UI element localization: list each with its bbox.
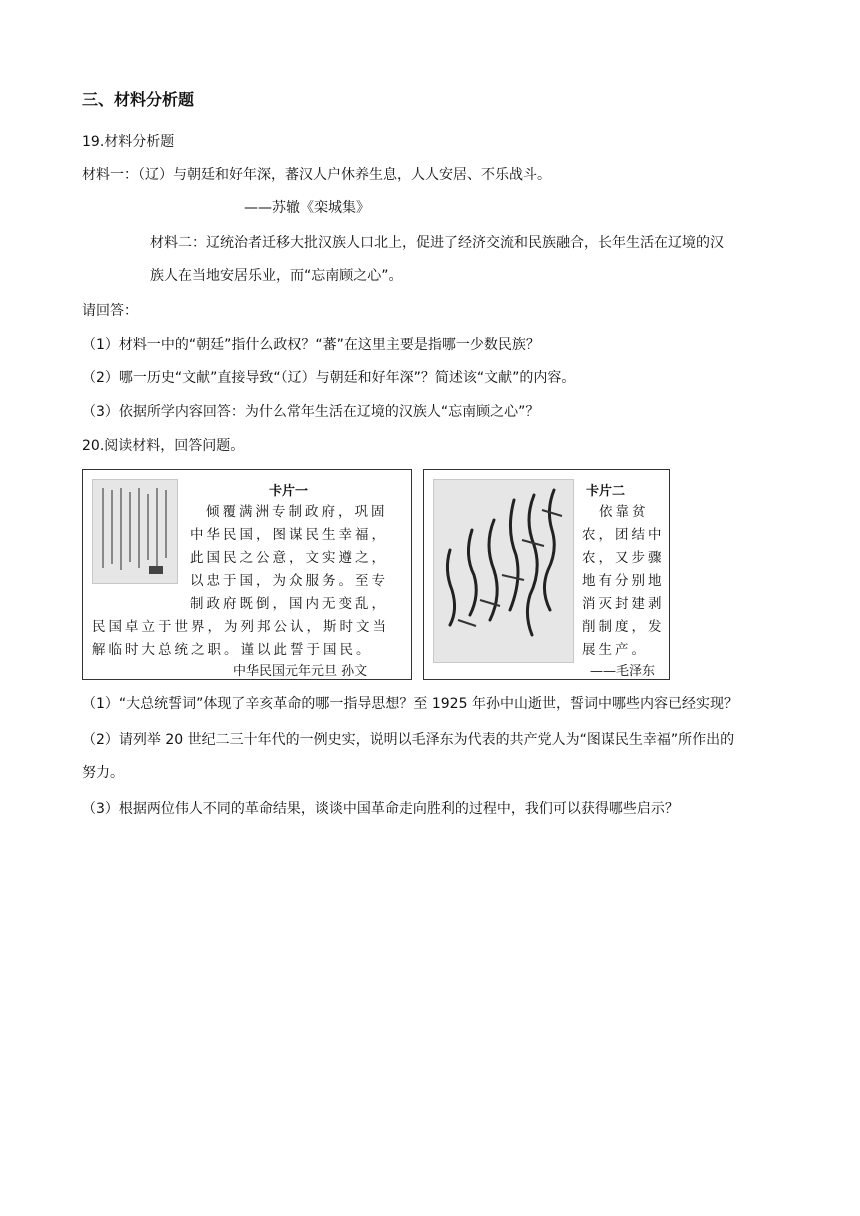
card-two-line-3: 农，又步骤 <box>582 550 665 566</box>
card-two <box>423 469 670 680</box>
card-two-line-7: 展生产。 <box>582 642 648 658</box>
material-one-source: ——苏辙《栾城集》 <box>244 200 370 216</box>
q20-sub-question-1: （1）“大总统誓词”体现了辛亥革命的哪一指导思想？至 1925 年孙中山逝世，誓词中哪些内容已经实现？ <box>82 696 738 712</box>
card-one-title: 卡片一 <box>269 484 309 499</box>
q19-sub-question-1: （1）材料一中的“朝廷”指什么政权？“蕃”在这里主要是指哪一少数民族？ <box>82 337 540 353</box>
card-one-line-6: 民国卓立于世界，为列邦公认，斯时文当 <box>92 619 389 635</box>
question-20-title: 20.阅读材料，回答问题。 <box>82 438 245 454</box>
material-two-line-1: 材料二：辽统治者迁移大批汉族人口北上，促进了经济交流和民族融合，长年生活在辽境的汉 <box>150 235 724 251</box>
card-one-line-2: 中华民国，图谋民生幸福， <box>190 527 388 543</box>
card-one-line-4: 以忠于国，为众服务。至专 <box>190 573 388 589</box>
card-two-line-2: 农，团结中 <box>582 527 665 543</box>
card-one-line-5: 制政府既倒，国内无变乱， <box>190 596 388 612</box>
card-two-line-4: 地有分别地 <box>582 573 665 589</box>
card-two-line-5: 消灭封建剥 <box>582 596 665 612</box>
q20-sub-question-2: （2）请列举 20 世纪二三十年代的一例史实，说明以毛泽东为代表的共产党人为“图谋民生幸福”所作出的 <box>82 732 735 748</box>
q20-sub-question-3: （3）根据两位伟人不同的革命结果，谈谈中国革命走向胜利的过程中，我们可以获得哪些启示？ <box>82 801 679 817</box>
card-two-line-6: 削制度，发 <box>582 619 665 635</box>
card-one-line-1: 倾覆满洲专制政府，巩固 <box>206 504 388 520</box>
oath-manuscript-image <box>92 479 178 584</box>
material-one: 材料一：（辽）与朝廷和好年深，蕃汉人户休养生息，人人安居、不乐战斗。 <box>82 167 551 183</box>
q20-sub-question-2-cont: 努力。 <box>82 765 124 781</box>
card-two-line-1: 依靠贫 <box>599 504 649 520</box>
material-two-line-2: 族人在当地安居乐业，而“忘南顾之心”。 <box>150 268 403 284</box>
card-one <box>82 469 412 680</box>
q19-sub-question-3: （3）依据所学内容回答：为什么常年生活在辽境的汉族人“忘南顾之心”？ <box>82 404 540 420</box>
card-one-line-7: 解临时大总统之职。谨以此誓于国民。 <box>92 642 373 658</box>
section-title: 三、材料分析题 <box>82 90 195 109</box>
card-two-signature: ——毛泽东 <box>590 664 656 679</box>
question-19-title: 19.材料分析题 <box>82 134 175 150</box>
calligraphy-image <box>433 479 574 663</box>
card-two-title: 卡片二 <box>586 484 626 499</box>
card-one-line-3: 此国民之公意，文实遵之， <box>190 550 388 566</box>
q19-sub-question-2: （2）哪一历史“文献”直接导致“（辽）与朝廷和好年深”？简述该“文献”的内容。 <box>82 370 576 386</box>
answer-prompt: 请回答： <box>82 303 138 319</box>
card-one-signature: 中华民国元年元旦 孙文 <box>233 664 368 679</box>
